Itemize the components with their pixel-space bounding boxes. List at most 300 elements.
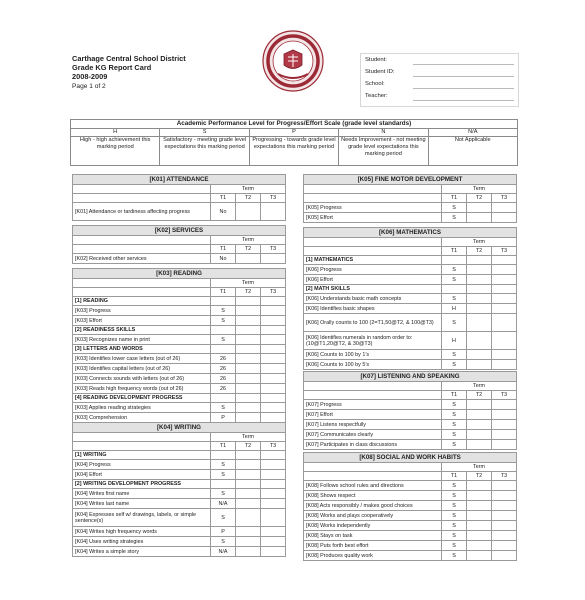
- blank-cell: [73, 236, 211, 245]
- grade-row: [73, 254, 286, 264]
- term-3-grade: [492, 294, 517, 304]
- subsection-heading: [1] WRITING: [73, 451, 211, 460]
- term-1-grade: S: [442, 410, 467, 420]
- term-column-header: T2: [467, 391, 492, 400]
- term-header: Term: [442, 463, 517, 472]
- standard-label: [K03] Progress: [73, 306, 211, 316]
- grade-row: [304, 511, 517, 521]
- term-2-grade: [236, 460, 261, 470]
- grade-row: [304, 501, 517, 511]
- standard-label: [K07] Listens respectfully: [304, 420, 442, 430]
- grade-section-reading: [72, 268, 286, 423]
- standard-label: [K07] Progress: [304, 400, 442, 410]
- page-number: Page 1 of 2: [72, 83, 106, 90]
- blank-cell: [73, 194, 211, 203]
- term-1-grade: S: [442, 501, 467, 511]
- term-1-grade: S: [211, 403, 236, 413]
- term-2-grade: [236, 374, 261, 384]
- standard-label: [K06] Orally counts to 100 (2=T1,50@T2, & 100@T3): [304, 314, 442, 332]
- standard-label: [K03] Applies reading strategies: [73, 403, 211, 413]
- term-1-grade: S: [211, 470, 236, 480]
- standard-label: [K03] Identifies capital letters (out of 26): [73, 364, 211, 374]
- grade-row: [73, 547, 286, 557]
- term-3-grade: [492, 256, 517, 265]
- grade-row: [73, 306, 286, 316]
- term-header: Term: [211, 185, 286, 194]
- standard-label: [K03] Connects sounds with letters (out of 26): [73, 374, 211, 384]
- term-column-header: T2: [467, 472, 492, 481]
- term-2-grade: [236, 489, 261, 499]
- school-year: 2008-2009: [72, 72, 108, 81]
- grade-row: [304, 541, 517, 551]
- term-1-grade: S: [442, 350, 467, 360]
- grade-row: [304, 430, 517, 440]
- grade-section-attendance: [72, 174, 286, 221]
- term-2-grade: [467, 420, 492, 430]
- grade-row: [304, 531, 517, 541]
- scale-description: Progressing - towards grade level expectations this marking period: [249, 137, 338, 166]
- grade-row: [304, 521, 517, 531]
- term-1-grade: [211, 394, 236, 403]
- standard-label: [K08] Works and plays cooperatively: [304, 511, 442, 521]
- term-column-header: T1: [442, 247, 467, 256]
- grade-row: [304, 285, 517, 294]
- term-1-grade: S: [211, 537, 236, 547]
- term-3-grade: [261, 335, 286, 345]
- term-1-grade: S: [442, 420, 467, 430]
- term-column-header: T1: [442, 472, 467, 481]
- section-title: [K06] MATHEMATICS: [304, 228, 517, 238]
- standard-label: [K02] Received other services: [73, 254, 211, 264]
- scale-title: Academic Performance Level for Progress/Effort Scale (grade level standards): [71, 120, 518, 129]
- blank-cell: [304, 463, 442, 472]
- term-1-grade: 26: [211, 354, 236, 364]
- term-2-grade: [467, 203, 492, 213]
- grade-row: [304, 314, 517, 332]
- grade-row: [304, 304, 517, 314]
- term-column-header: T2: [236, 442, 261, 451]
- term-column-header: T2: [236, 245, 261, 254]
- term-3-grade: [492, 420, 517, 430]
- grade-row: [304, 294, 517, 304]
- grade-section-writing: [72, 422, 286, 557]
- grade-row: [73, 335, 286, 345]
- term-3-grade: [261, 345, 286, 354]
- term-column-header: T2: [467, 194, 492, 203]
- blank-cell: [73, 288, 211, 297]
- grade-row: [304, 350, 517, 360]
- standard-label: [K05] Effort: [304, 213, 442, 223]
- grade-section-social-and-work-habits: [303, 452, 517, 561]
- term-1-grade: 26: [211, 374, 236, 384]
- term-1-grade: H: [442, 304, 467, 314]
- grade-row: [304, 491, 517, 501]
- term-2-grade: [236, 499, 261, 509]
- term-2-grade: [236, 326, 261, 335]
- term-1-grade: S: [442, 294, 467, 304]
- term-2-grade: [236, 354, 261, 364]
- term-2-grade: [467, 531, 492, 541]
- term-3-grade: [261, 354, 286, 364]
- term-3-grade: [261, 316, 286, 326]
- term-3-grade: [261, 203, 286, 221]
- term-1-grade: S: [211, 316, 236, 326]
- blank-cell: [304, 391, 442, 400]
- subsection-heading: [2] READINESS SKILLS: [73, 326, 211, 335]
- grade-row: [73, 470, 286, 480]
- term-3-grade: [261, 460, 286, 470]
- term-2-grade: [236, 394, 261, 403]
- term-1-grade: S: [442, 511, 467, 521]
- term-2-grade: [236, 306, 261, 316]
- term-3-grade: [261, 480, 286, 489]
- standard-label: [K04] Writes first name: [73, 489, 211, 499]
- standard-label: [K04] Effort: [73, 470, 211, 480]
- term-1-grade: H: [442, 332, 467, 350]
- term-3-grade: [261, 364, 286, 374]
- term-2-grade: [467, 551, 492, 561]
- term-3-grade: [492, 531, 517, 541]
- term-1-grade: S: [442, 314, 467, 332]
- term-header: Term: [442, 382, 517, 391]
- grade-row: [304, 275, 517, 285]
- term-column-header: T2: [236, 288, 261, 297]
- school-label: School:: [365, 81, 385, 87]
- term-1-grade: 26: [211, 364, 236, 374]
- standard-label: [K04] Writes last name: [73, 499, 211, 509]
- term-3-grade: [261, 547, 286, 557]
- term-1-grade: [442, 285, 467, 294]
- term-1-grade: N/A: [211, 499, 236, 509]
- term-header: Term: [211, 433, 286, 442]
- term-3-grade: [261, 413, 286, 423]
- scale-description: Satisfactory - meeting grade level expectations this marking period: [160, 137, 249, 166]
- blank-cell: [73, 279, 211, 288]
- term-3-grade: [492, 203, 517, 213]
- term-column-header: T3: [492, 472, 517, 481]
- blank-cell: [304, 247, 442, 256]
- term-3-grade: [492, 511, 517, 521]
- scale-code: S: [160, 129, 249, 137]
- grade-row: [304, 213, 517, 223]
- term-2-grade: [467, 501, 492, 511]
- term-3-grade: [261, 326, 286, 335]
- subsection-heading: [1] READING: [73, 297, 211, 306]
- term-2-grade: [236, 470, 261, 480]
- term-3-grade: [492, 400, 517, 410]
- scale-code: P: [249, 129, 338, 137]
- standard-label: [K07] Communicates clearly: [304, 430, 442, 440]
- report-card-title: Grade KG Report Card: [72, 63, 152, 72]
- grade-row: [73, 480, 286, 489]
- term-2-grade: [236, 254, 261, 264]
- term-1-grade: S: [442, 360, 467, 370]
- blank-cell: [73, 433, 211, 442]
- term-column-header: T3: [492, 247, 517, 256]
- standard-label: [K08] Works independently: [304, 521, 442, 531]
- term-2-grade: [467, 430, 492, 440]
- term-1-grade: S: [211, 509, 236, 527]
- standard-label: [K06] Effort: [304, 275, 442, 285]
- grade-row: [73, 297, 286, 306]
- term-1-grade: S: [442, 265, 467, 275]
- performance-scale-table: [70, 119, 518, 166]
- report-header: [72, 54, 252, 92]
- term-3-grade: [261, 489, 286, 499]
- subsection-heading: [2] WRITING DEVELOPMENT PROGRESS: [73, 480, 211, 489]
- term-2-grade: [467, 440, 492, 450]
- term-2-grade: [467, 521, 492, 531]
- grade-row: [304, 203, 517, 213]
- term-2-grade: [236, 509, 261, 527]
- term-3-grade: [261, 384, 286, 394]
- term-1-grade: S: [442, 551, 467, 561]
- section-title: [K03] READING: [73, 269, 286, 279]
- term-3-grade: [492, 332, 517, 350]
- standard-label: [K04] Writes high frequency words: [73, 527, 211, 537]
- student-info-box: [360, 53, 519, 107]
- standard-label: [K01] Attendance or tardiness affecting progress: [73, 203, 211, 221]
- standard-label: [K08] Stays on task: [304, 531, 442, 541]
- term-1-grade: S: [442, 541, 467, 551]
- district-seal-logo: [262, 30, 324, 92]
- standard-label: [K03] Reads high frequency words (out of 26): [73, 384, 211, 394]
- term-1-grade: [211, 297, 236, 306]
- term-1-grade: [211, 345, 236, 354]
- term-1-grade: 26: [211, 384, 236, 394]
- term-3-grade: [261, 254, 286, 264]
- term-2-grade: [236, 527, 261, 537]
- term-2-grade: [467, 350, 492, 360]
- standard-label: [K04] Progress: [73, 460, 211, 470]
- grade-row: [304, 360, 517, 370]
- term-1-grade: S: [442, 531, 467, 541]
- term-1-grade: S: [442, 430, 467, 440]
- term-column-header: T3: [261, 442, 286, 451]
- term-1-grade: S: [442, 400, 467, 410]
- section-title: [K05] FINE MOTOR DEVELOPMENT: [304, 175, 517, 185]
- term-1-grade: S: [211, 489, 236, 499]
- term-column-header: T2: [467, 247, 492, 256]
- blank-cell: [73, 245, 211, 254]
- term-3-grade: [492, 360, 517, 370]
- grade-row: [73, 499, 286, 509]
- term-1-grade: S: [211, 306, 236, 316]
- term-3-grade: [261, 451, 286, 460]
- term-column-header: T1: [442, 391, 467, 400]
- term-header: Term: [211, 236, 286, 245]
- term-2-grade: [467, 541, 492, 551]
- grade-row: [73, 203, 286, 221]
- grade-row: [304, 400, 517, 410]
- term-2-grade: [236, 297, 261, 306]
- standard-label: [K08] Shows respect: [304, 491, 442, 501]
- term-2-grade: [236, 480, 261, 489]
- term-3-grade: [261, 374, 286, 384]
- section-title: [K04] WRITING: [73, 423, 286, 433]
- section-title: [K02] SERVICES: [73, 226, 286, 236]
- grade-row: [304, 440, 517, 450]
- blank-cell: [304, 185, 442, 194]
- grade-row: [73, 364, 286, 374]
- grade-row: [304, 481, 517, 491]
- term-2-grade: [467, 410, 492, 420]
- standard-label: [K04] Uses writing strategies: [73, 537, 211, 547]
- term-column-header: T3: [261, 245, 286, 254]
- term-1-grade: S: [442, 521, 467, 531]
- blank-cell: [304, 238, 442, 247]
- term-3-grade: [492, 501, 517, 511]
- term-2-grade: [236, 335, 261, 345]
- term-2-grade: [236, 413, 261, 423]
- student-id-label: Student ID:: [365, 69, 395, 75]
- grade-row: [73, 413, 286, 423]
- term-3-grade: [492, 350, 517, 360]
- term-2-grade: [467, 285, 492, 294]
- grade-row: [73, 403, 286, 413]
- grade-row: [73, 316, 286, 326]
- term-3-grade: [492, 440, 517, 450]
- grade-row: [304, 332, 517, 350]
- term-2-grade: [467, 332, 492, 350]
- standard-label: [K06] Identifies basic shapes: [304, 304, 442, 314]
- term-3-grade: [261, 394, 286, 403]
- term-2-grade: [467, 400, 492, 410]
- grade-row: [304, 551, 517, 561]
- grade-row: [73, 451, 286, 460]
- term-header: Term: [442, 185, 517, 194]
- term-1-grade: P: [211, 413, 236, 423]
- blank-cell: [304, 382, 442, 391]
- term-2-grade: [467, 304, 492, 314]
- term-3-grade: [261, 306, 286, 316]
- grade-row: [304, 265, 517, 275]
- term-column-header: T1: [211, 245, 236, 254]
- grade-row: [73, 354, 286, 364]
- grade-row: [73, 326, 286, 335]
- scale-description: High - high achievement this marking period: [71, 137, 160, 166]
- term-3-grade: [492, 410, 517, 420]
- term-3-grade: [492, 521, 517, 531]
- scale-description: Needs Improvement - not meeting grade level expectations this marking period: [339, 137, 428, 166]
- term-1-grade: [211, 326, 236, 335]
- subsection-heading: [1] MATHEMATICS: [304, 256, 442, 265]
- grade-row: [304, 410, 517, 420]
- term-1-grade: S: [211, 460, 236, 470]
- term-1-grade: S: [211, 335, 236, 345]
- term-column-header: T1: [442, 194, 467, 203]
- term-column-header: T1: [211, 442, 236, 451]
- term-2-grade: [236, 451, 261, 460]
- term-1-grade: [211, 451, 236, 460]
- scale-description: Not Applicable: [428, 137, 517, 166]
- term-column-header: T1: [211, 194, 236, 203]
- standard-label: [K08] Produces quality work: [304, 551, 442, 561]
- term-3-grade: [492, 314, 517, 332]
- standard-label: [K06] Understands basic math concepts: [304, 294, 442, 304]
- teacher-label: Teacher:: [365, 93, 388, 99]
- standard-label: [K08] Puts forth best effort: [304, 541, 442, 551]
- term-1-grade: S: [442, 203, 467, 213]
- term-2-grade: [236, 345, 261, 354]
- term-column-header: T2: [236, 194, 261, 203]
- term-2-grade: [467, 511, 492, 521]
- term-3-grade: [261, 499, 286, 509]
- term-3-grade: [261, 537, 286, 547]
- term-2-grade: [467, 294, 492, 304]
- term-3-grade: [492, 275, 517, 285]
- term-3-grade: [261, 527, 286, 537]
- term-1-grade: S: [442, 481, 467, 491]
- term-2-grade: [467, 275, 492, 285]
- blank-cell: [304, 194, 442, 203]
- standard-label: [K08] Acts responsibly / makes good choices: [304, 501, 442, 511]
- standard-label: [K06] Progress: [304, 265, 442, 275]
- term-2-grade: [236, 203, 261, 221]
- blank-cell: [73, 185, 211, 194]
- grade-section-mathematics: [303, 227, 517, 370]
- term-3-grade: [492, 541, 517, 551]
- grade-section-fine-motor-development: [303, 174, 517, 223]
- grade-row: [304, 256, 517, 265]
- scale-code: N/A: [428, 129, 517, 137]
- grade-section-services: [72, 225, 286, 264]
- term-2-grade: [236, 364, 261, 374]
- section-title: [K01] ATTENDANCE: [73, 175, 286, 185]
- term-3-grade: [492, 491, 517, 501]
- standard-label: [K04] Writes a simple story: [73, 547, 211, 557]
- grade-row: [73, 345, 286, 354]
- grade-row: [73, 384, 286, 394]
- term-column-header: T1: [211, 288, 236, 297]
- term-3-grade: [261, 509, 286, 527]
- term-1-grade: P: [211, 527, 236, 537]
- term-3-grade: [261, 297, 286, 306]
- term-header: Term: [211, 279, 286, 288]
- term-1-grade: N/A: [211, 547, 236, 557]
- term-3-grade: [492, 551, 517, 561]
- grade-row: [73, 374, 286, 384]
- blank-cell: [304, 472, 442, 481]
- term-1-grade: S: [442, 275, 467, 285]
- standard-label: [K08] Follows school rules and directions: [304, 481, 442, 491]
- grade-row: [73, 489, 286, 499]
- scale-code: N: [339, 129, 428, 137]
- term-2-grade: [467, 491, 492, 501]
- grade-row: [73, 527, 286, 537]
- section-title: [K08] SOCIAL AND WORK HABITS: [304, 453, 517, 463]
- term-column-header: T3: [261, 288, 286, 297]
- term-header: Term: [442, 238, 517, 247]
- standard-label: [K06] Identifies numerals in random order to: (10@T1,20@T2, & 30@T3): [304, 332, 442, 350]
- term-1-grade: S: [442, 440, 467, 450]
- section-title: [K07] LISTENING AND SPEAKING: [304, 372, 517, 382]
- term-2-grade: [236, 384, 261, 394]
- standard-label: [K03] Comprehension: [73, 413, 211, 423]
- district-name: Carthage Central School District: [72, 54, 186, 63]
- standard-label: [K07] Effort: [304, 410, 442, 420]
- subsection-heading: [3] LETTERS AND WORDS: [73, 345, 211, 354]
- term-2-grade: [467, 213, 492, 223]
- grade-row: [73, 460, 286, 470]
- term-3-grade: [261, 403, 286, 413]
- grade-section-listening-and-speaking: [303, 371, 517, 450]
- standard-label: [K05] Progress: [304, 203, 442, 213]
- term-2-grade: [467, 265, 492, 275]
- term-3-grade: [492, 430, 517, 440]
- subsection-heading: [4] READING DEVELOPMENT PROGRESS: [73, 394, 211, 403]
- grade-row: [73, 394, 286, 403]
